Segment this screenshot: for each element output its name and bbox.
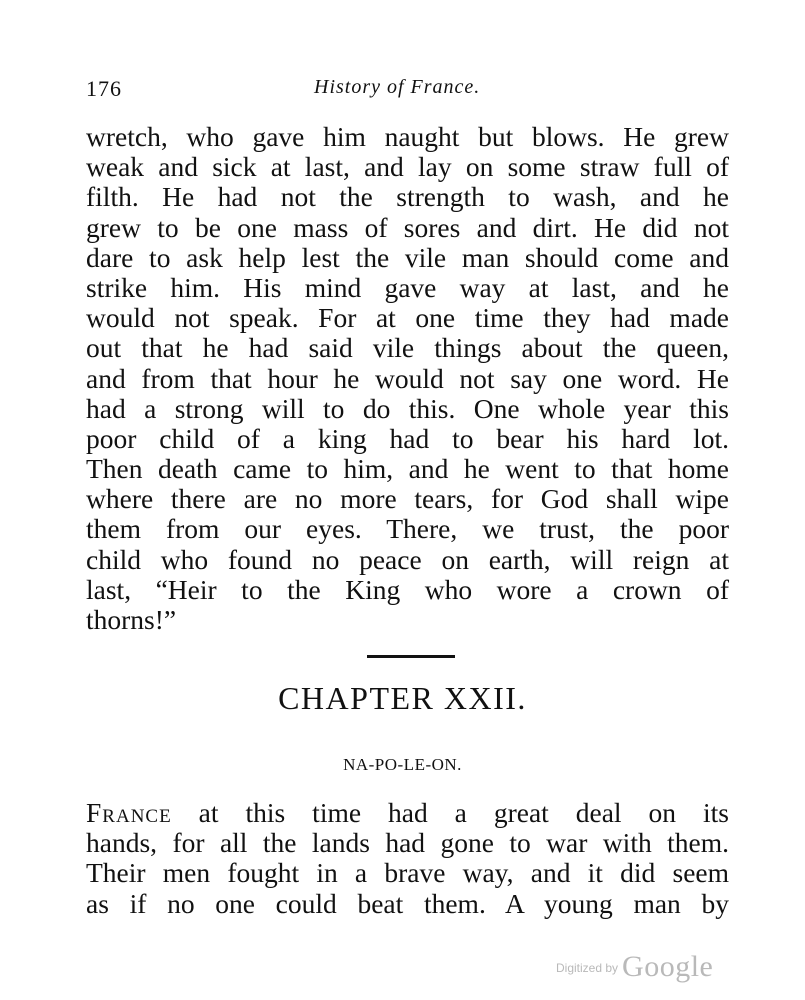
text-line: Their men fought in a brave way, and it did seem xyxy=(86,857,729,889)
text-line: had a strong will to do this. One whole year this xyxy=(86,392,729,424)
text-line: last, “Heir to the King who wore a crown of xyxy=(86,573,729,605)
text-line: dare to ask help lest the vile man should come and xyxy=(86,241,729,273)
text-line: out that he had said vile things about the queen, xyxy=(86,332,729,364)
watermark-prefix: Digitized by xyxy=(556,961,619,975)
chapter-subtitle: NA-PO-LE-ON. xyxy=(343,755,462,774)
text-line: grew to be one mass of sores and dirt. He did not xyxy=(86,211,729,243)
text-line-opening xyxy=(86,798,729,828)
opening-line-rest: at this time had a great deal on its xyxy=(171,797,729,828)
running-head xyxy=(86,76,726,106)
text-line: filth. He had not the strength to wash, and he xyxy=(86,181,729,213)
text-line: strike him. His mind gave way at last, and he xyxy=(86,271,729,303)
section-divider-rule xyxy=(367,655,455,658)
text-line: would not speak. For at one time they had made xyxy=(86,302,729,334)
chapter-opening-passage xyxy=(86,798,729,919)
text-line: and from that hour he would not say one word. He xyxy=(86,362,729,394)
text-line: child who found no peace on earth, will reign at xyxy=(86,543,729,575)
opening-word: France xyxy=(86,797,172,828)
text-line: thorns!” xyxy=(86,604,177,635)
text-line: where there are no more tears, for God shall wipe xyxy=(86,483,729,515)
text-line: poor child of a king had to bear his hard lot. xyxy=(86,422,729,454)
text-line: weak and sick at last, and lay on some straw full of xyxy=(86,151,729,183)
page-number: 176 xyxy=(86,76,122,101)
passage-before-chapter xyxy=(86,122,729,635)
text-line: them from our eyes. There, we trust, the poor xyxy=(86,513,729,545)
text-line: wretch, who gave him naught but blows. He grew xyxy=(86,121,729,152)
text-line: as if no one could beat them. A young man by xyxy=(86,887,729,919)
digitized-by-watermark xyxy=(556,950,713,984)
text-line: hands, for all the lands had gone to war with them. xyxy=(86,827,729,859)
text-line: Then death came to him, and he went to that home xyxy=(86,453,729,485)
running-title: History of France. xyxy=(314,76,481,98)
watermark-brand: Google xyxy=(622,950,714,983)
chapter-title: CHAPTER XXII. xyxy=(278,680,527,716)
